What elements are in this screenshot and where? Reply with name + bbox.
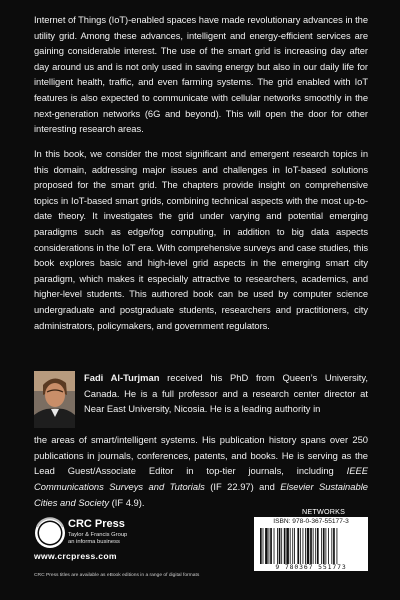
barcode-bar — [317, 528, 319, 564]
barcode-bar — [337, 528, 338, 564]
subject-category: NETWORKS — [302, 507, 346, 516]
crc-logo-icon — [34, 517, 66, 549]
journal-impact-1: (IF 22.97) and — [204, 481, 281, 493]
barcode-bar — [331, 528, 332, 564]
barcode-bar — [307, 528, 310, 564]
author-name: Fadi Al-Turjman — [84, 372, 160, 383]
publisher-url: www.crcpress.com — [34, 551, 117, 561]
barcode-bar — [292, 528, 293, 564]
barcode-bar — [328, 528, 329, 564]
barcode-bar — [260, 528, 262, 564]
barcode-bar — [305, 528, 306, 564]
journal-impact-2: (IF 4.9). — [109, 496, 145, 508]
journal-title-2: Elsevier Sustainable Cities and Society — [34, 481, 368, 508]
author-bio-rest — [34, 432, 368, 511]
barcode-bar — [274, 528, 275, 564]
barcode-bar — [321, 528, 322, 564]
barcode-digits: 9 780367 551773 — [275, 563, 347, 571]
barcode-bar — [310, 528, 312, 564]
barcode-bar — [300, 528, 301, 564]
publisher-tagline: an informa business — [68, 539, 120, 545]
barcode-bar — [313, 528, 314, 564]
barcode-bar — [277, 528, 278, 564]
author-bio-lead-text: received his PhD from Queen’s University, Canada. He is a full professor and a research center director at Near East University, Nicosia. He is a leading authority in — [84, 372, 368, 415]
barcode-bar — [303, 528, 304, 564]
ebook-note: CRC Press titles are available as eBook editions in a range of digital formats — [34, 573, 200, 578]
blurb-paragraph-2: In this book, we consider the most significant and emergent research topics in this domain, addressing major issues and challenges in IoT-based solutions proposed for the smart grid. The chapters provide insight on comprehensive topics in IoT-based smart grids, combining technical aspects with the most up-to-date theory. It investigates the grid under varying and potential emerging paradigms such as edge/fog computing, in addition to big data aspects considerations in the IoT era. With comprehensive surveys and case studies, this book explores basic and high-level grid aspects in the emerging smart city paradigm, which makes it especially attractive to researchers, academics, and higher-level students. This authored book can be used by computer science undergraduate and postgraduate students, researchers and practitioners, city administrators, policymakers, and government regulators. — [34, 148, 368, 331]
barcode-bar — [286, 528, 289, 564]
barcode-bars — [260, 528, 362, 564]
barcode-bar — [270, 528, 272, 564]
barcode-bar — [290, 528, 291, 564]
journal-title-1: IEEE Communications Surveys and Tutorials — [34, 465, 368, 493]
barcode-bar — [294, 528, 295, 564]
barcode-bar — [333, 528, 335, 564]
barcode-bar — [269, 528, 270, 564]
blurb-paragraph-1: Internet of Things (IoT)-enabled spaces have made revolutionary advances in the utility grid. Among these advances, intelligent and energy-efficient services are gaining considerable interest. The use of the smart grid is increasing day after day around us and is not only used in saving energy but also in our daily life for intelligent health, traffic, and even farming systems. The grid enabled with IoT features is also expected to communicate with cellular networks smoothly in the next-generation networks (6G and beyond). This will open the door for other interesting research areas. — [34, 14, 368, 135]
barcode-bar — [279, 528, 281, 564]
barcode-bar — [315, 528, 316, 564]
isbn-label: ISBN: 978-0-367-55177-3 — [273, 518, 349, 525]
barcode-bar — [281, 528, 282, 564]
barcode-bar — [263, 528, 264, 564]
barcode-bar — [265, 528, 268, 564]
barcode-bar — [297, 528, 299, 564]
publisher-group: Taylor & Francis Group — [68, 532, 128, 538]
publisher-name: CRC Press — [68, 518, 125, 530]
author-bio-lead — [84, 370, 368, 417]
barcode-box — [254, 517, 368, 571]
barcode-bar — [325, 528, 326, 564]
author-bio-rest-text: the areas of smart/intelligent systems. His publication history spans over 250 publications in journals, conferences, patents, and books. He is serving as the Lead Guest/Associate Editor in top-tier journals, including — [34, 434, 368, 477]
author-photo — [34, 371, 75, 428]
barcode-bar — [323, 528, 325, 564]
barcode-bar — [284, 528, 286, 564]
